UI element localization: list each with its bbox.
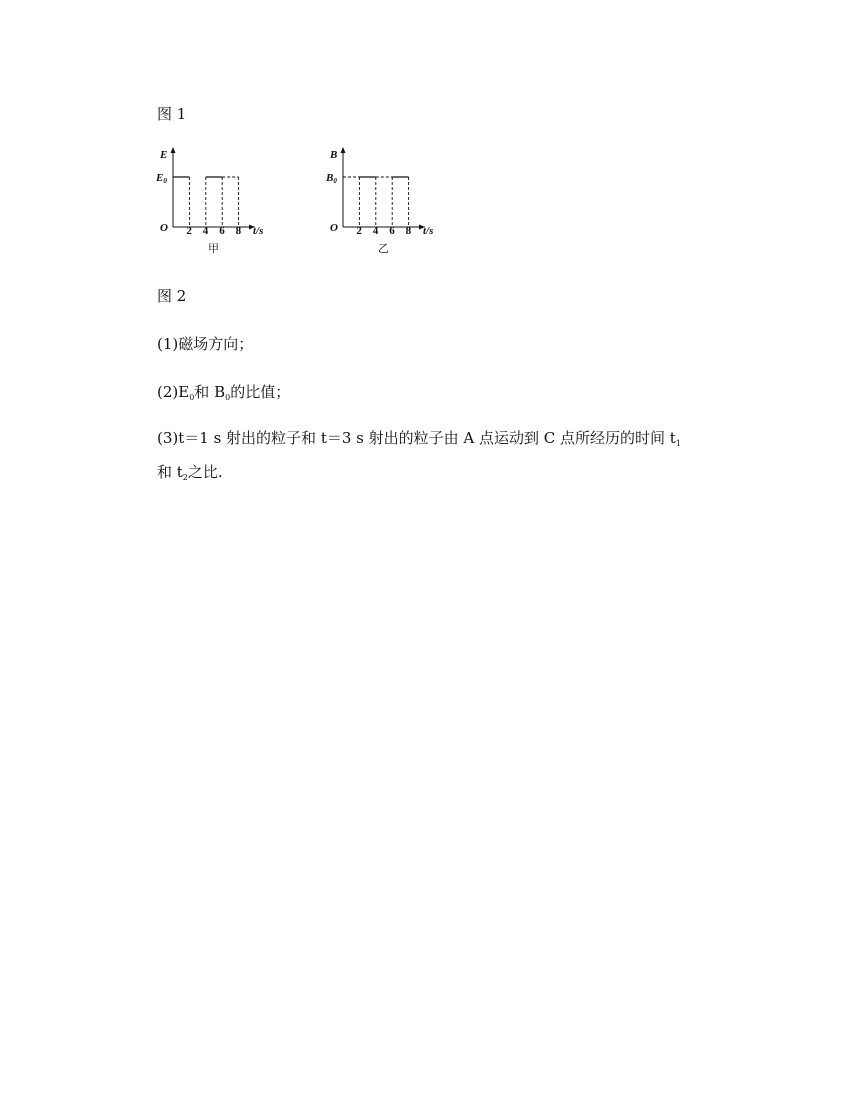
y-axis-arrow [341, 147, 346, 153]
chart-jia-svg [155, 145, 285, 255]
x-tick-label: 2 [356, 225, 362, 237]
q3-sub-2: 2 [182, 473, 188, 482]
figure-2-label: 图 2 [157, 287, 187, 305]
x-tick-label: 6 [219, 225, 225, 237]
y-axis-label: B [330, 149, 338, 161]
chart-caption: 甲 [208, 242, 219, 255]
question-3-line-2 [157, 462, 223, 482]
q3-sub-1: 1 [675, 439, 681, 448]
q2-text-c: 的比值； [230, 383, 291, 401]
x-tick-label: 8 [235, 225, 242, 237]
x-tick-label: 2 [186, 225, 192, 237]
x-tick-label: 6 [389, 225, 395, 237]
level-label: B0 [326, 172, 337, 185]
y-axis-label: E [160, 149, 168, 161]
q3-line2-text-a: 和 t [157, 463, 183, 481]
chart-caption: 乙 [378, 242, 389, 255]
chart-jia [155, 145, 285, 259]
q2-text-b: 和 B [194, 383, 226, 401]
question-3-line-1 [157, 428, 681, 448]
level-label-subscript: 0 [333, 177, 337, 185]
level-label: E0 [156, 172, 167, 185]
origin-label: O [330, 222, 338, 234]
chart-yi [325, 145, 455, 259]
question-2 [157, 382, 290, 402]
question-1: (1)磁场方向； [157, 335, 254, 353]
x-tick-label: 8 [405, 225, 412, 237]
q2-sub-1: 0 [189, 393, 195, 402]
q2-text-a: (2)E [157, 383, 190, 401]
level-label-subscript: 0 [163, 177, 167, 185]
q3-line1-text: (3)t＝1 s 射出的粒子和 t＝3 s 射出的粒子由 A 点运动到 C 点所经历的时间 t [157, 429, 676, 447]
x-tick-label: 4 [372, 225, 379, 237]
figure-1-label: 图 1 [157, 105, 187, 123]
x-tick-label: 4 [202, 225, 209, 237]
x-axis-label: t/s [253, 225, 264, 237]
chart-yi-svg [325, 145, 455, 255]
y-axis-arrow [171, 147, 176, 153]
origin-label: O [160, 222, 168, 234]
x-axis-label: t/s [423, 225, 434, 237]
q2-sub-2: 0 [225, 393, 231, 402]
q3-line2-text-b: 之比. [187, 463, 223, 481]
